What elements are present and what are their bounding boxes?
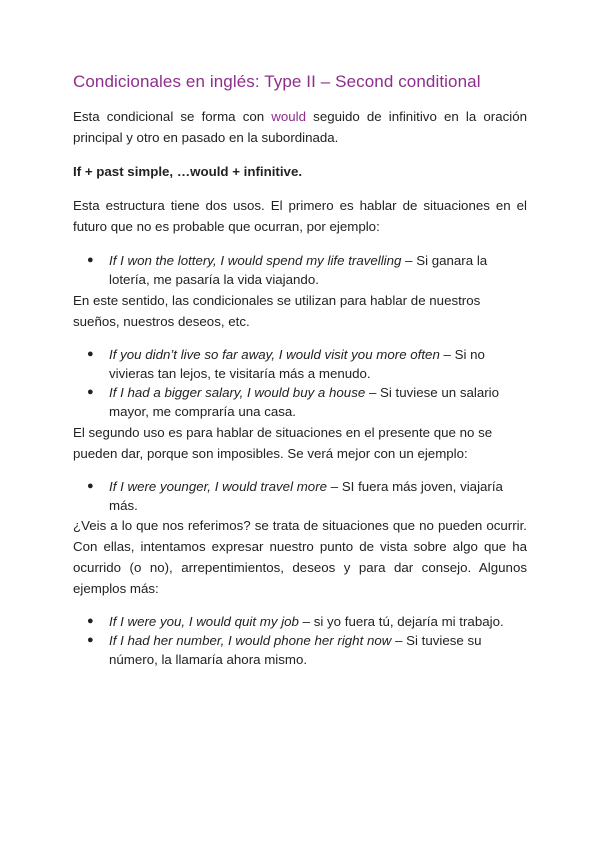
bullet-icon: ● [87,634,94,646]
intro-text-before: Esta condicional se forma con [73,109,272,124]
bullet-icon: ● [87,348,94,360]
example-english: If I won the lottery, I would spend my life travelling [109,253,402,268]
document-title: Condicionales en inglés: Type II – Second conditional [73,72,481,91]
example-spanish: – si yo fuera tú, dejaría mi trabajo. [298,614,504,629]
list-item [73,477,527,515]
example-english: If I had her number, I would phone her right now [109,633,392,648]
example-list-4 [73,612,527,669]
list-item [73,345,527,383]
example-spanish: – Si ganara la lotería, me pasaría la vida viajando. [109,253,488,287]
sentido-paragraph: En este sentido, las condicionales se utilizan para hablar de nuestros sueños, nuestros deseos, etc. [73,293,481,329]
list-item [73,383,527,421]
intro-text-after: seguido de infinitivo en la oración principal y otro en pasado en la subordinada. [73,109,527,145]
refiero-paragraph: ¿Veis a lo que nos referimos? se trata de situaciones que no pueden ocurrir. Con ellas, intentamos expresar nuestro punto de vista sobre algo que ha ocurrido (o no), arrepentimientos, deseos y para dar consejo. Algunos ejemplos más: [73,518,527,596]
bullet-icon: ● [87,254,94,266]
example-english: If I had a bigger salary, I would buy a house [109,385,366,400]
example-spanish: – Si no vivieras tan lejos, te visitaría más a menudo. [109,347,485,381]
example-english: If I were you, I would quit my job [109,614,299,629]
list-item [73,251,527,289]
example-english: If I were younger, I would travel more [109,479,328,494]
intro-paragraph [73,106,527,148]
example-list-3 [73,477,527,515]
document-page [73,70,527,669]
bullet-icon: ● [87,480,94,492]
example-spanish: – Si tuviese su número, la llamaría ahora mismo. [109,633,482,667]
segundo-uso-paragraph: El segundo uso es para hablar de situaciones en el presente que no se pueden dar, porque son imposibles. Se verá mejor con un ejemplo: [73,425,493,461]
usos-paragraph: Esta estructura tiene dos usos. El primero es hablar de situaciones en el futuro que no es probable que ocurran, por ejemplo: [73,198,527,234]
example-spanish: – SI fuera más joven, viajaría más. [109,479,503,513]
example-list-1 [73,251,527,289]
list-item [73,612,527,631]
bullet-icon: ● [87,615,94,627]
example-english: If you didn’t live so far away, I would visit you more often [109,347,440,362]
example-spanish: – Si tuviese un salario mayor, me compraría una casa. [109,385,500,419]
list-item [73,631,527,669]
bullet-icon: ● [87,386,94,398]
formula-line: If + past simple, …would + infinitive. [73,164,303,179]
example-list-2 [73,345,527,421]
would-highlight: would [271,109,307,124]
